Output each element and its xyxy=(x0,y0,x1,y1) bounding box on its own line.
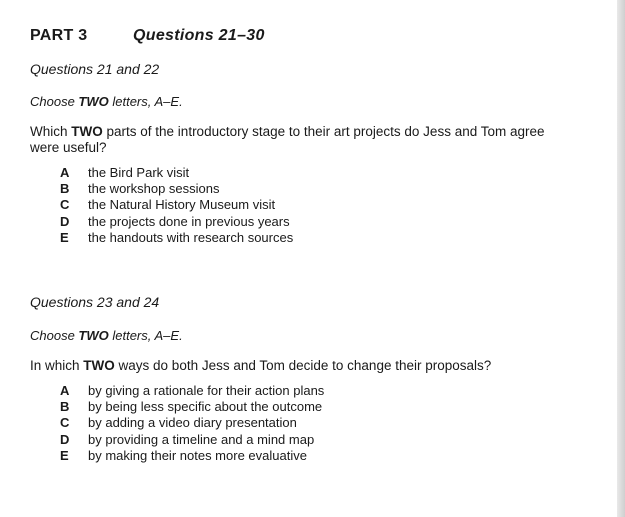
instruction-emphasis: TWO xyxy=(78,328,109,343)
option-text: the handouts with research sources xyxy=(88,229,294,245)
instruction-suffix: letters, A–E. xyxy=(108,94,183,109)
options-list xyxy=(60,383,324,464)
option-item xyxy=(60,399,324,415)
option-letter: D xyxy=(60,213,70,229)
option-text: by providing a timeline and a mind map xyxy=(88,431,315,447)
option-item xyxy=(60,432,324,448)
option-item xyxy=(60,448,324,464)
question-emphasis: TWO xyxy=(71,124,103,139)
option-text: by making their notes more evaluative xyxy=(88,447,307,463)
option-text: by being less specific about the outcome xyxy=(88,399,323,415)
option-letter: B xyxy=(60,181,70,197)
option-letter: C xyxy=(60,197,70,213)
option-text: the projects done in previous years xyxy=(88,213,290,229)
option-letter: D xyxy=(60,431,70,447)
question-text xyxy=(30,358,570,374)
part-heading xyxy=(30,27,265,45)
instruction-prefix: Choose xyxy=(30,94,79,109)
question-emphasis: TWO xyxy=(83,358,115,373)
section-instruction xyxy=(30,94,183,109)
option-letter: A xyxy=(60,165,70,180)
option-item xyxy=(60,197,293,213)
question-section-21-22 xyxy=(30,61,570,245)
options-list xyxy=(60,165,293,246)
option-letter: C xyxy=(60,415,70,431)
question-prefix: In which xyxy=(30,358,84,373)
question-suffix: ways do both Jess and Tom decide to change their proposals? xyxy=(114,358,492,373)
option-item xyxy=(60,383,324,399)
option-text: the Bird Park visit xyxy=(88,165,190,180)
option-letter: B xyxy=(60,399,70,415)
section-title: Questions 23 and 24 xyxy=(30,294,160,310)
option-letter: E xyxy=(60,447,69,463)
section-instruction xyxy=(30,328,183,343)
option-item xyxy=(60,165,293,181)
section-title: Questions 21 and 22 xyxy=(30,61,160,77)
instruction-prefix: Choose xyxy=(30,328,79,343)
option-item xyxy=(60,214,293,230)
option-text: the Natural History Museum visit xyxy=(88,197,276,213)
option-text: the workshop sessions xyxy=(88,181,220,197)
question-section-23-24 xyxy=(30,294,570,463)
option-item xyxy=(60,181,293,197)
option-letter: E xyxy=(60,229,69,245)
question-prefix: Which xyxy=(30,124,72,139)
page-edge-shadow xyxy=(617,0,625,517)
option-text: by giving a rationale for their action plans xyxy=(88,383,325,398)
option-letter: A xyxy=(60,383,70,398)
question-text xyxy=(30,124,570,156)
option-item xyxy=(60,230,293,246)
instruction-suffix: letters, A–E. xyxy=(108,328,183,343)
part-label: PART 3 xyxy=(30,27,88,44)
instruction-emphasis: TWO xyxy=(78,94,109,109)
option-item xyxy=(60,415,324,431)
option-text: by adding a video diary presentation xyxy=(88,415,297,431)
questions-range-label: Questions 21–30 xyxy=(133,27,265,44)
question-suffix: parts of the introductory stage to their art projects do Jess and Tom agree were useful? xyxy=(30,124,545,155)
